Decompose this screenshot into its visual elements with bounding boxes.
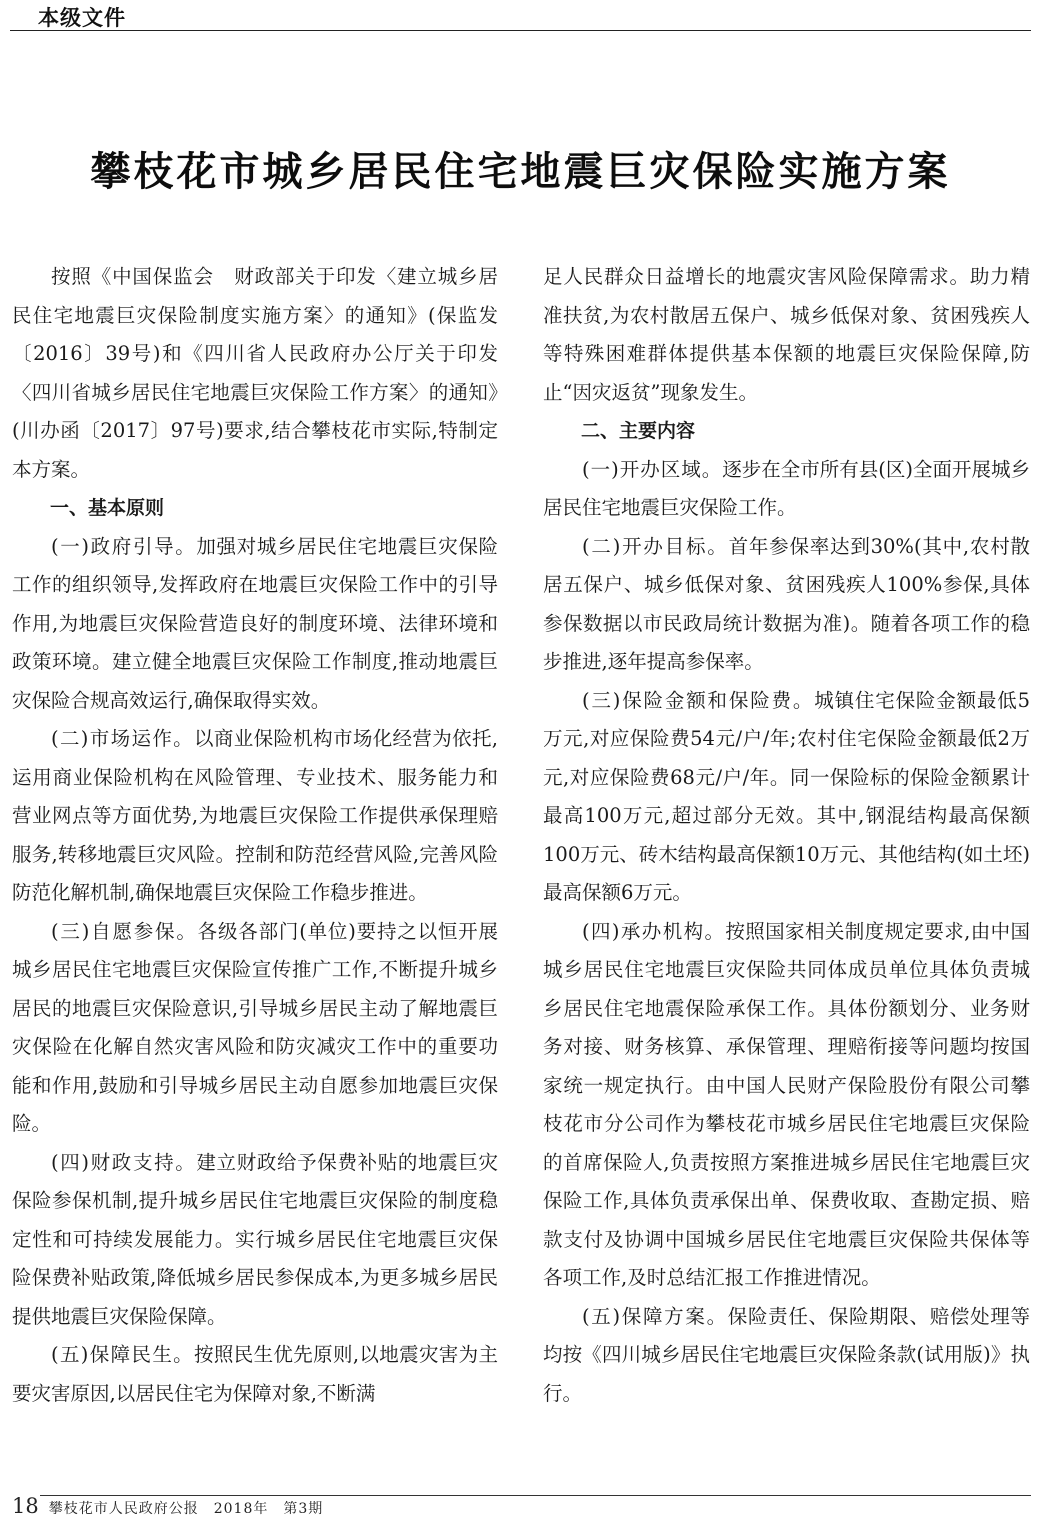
principle-text: 以商业保险机构市场化经营为依托,运用商业保险机构在风险管理、专业技术、服务能力和营业网点等方面优势,为地震巨灾保险工作提供承保理赔服务,转移地震巨灾风险。控制和防范经营风险,完善风险防范化解机制,确保地震巨灾保险工作稳步推进。 <box>12 727 498 904</box>
page-footer <box>12 1494 323 1518</box>
left-column <box>12 258 498 1413</box>
intro-paragraph: 按照《中国保监会 财政部关于印发〈建立城乡居民住宅地震巨灾保险制度实施方案〉的通知》(保监发〔2016〕39号)和《四川省人民政府办公厅关于印发〈四川省城乡居民住宅地震巨灾保险工作方案〉的通知》(川办函〔2017〕97号)要求,结合攀枝花市实际,特制定本方案。 <box>12 265 498 481</box>
section-label: 本级文件 <box>38 6 126 30</box>
content-paragraph <box>543 682 1030 913</box>
content-text: 首年参保率达到30%(其中,农村散居五保户、城乡低保对象、贫困残疾人100%参保,具体参保数据以市民政局统计数据为准)。随着各项工作的稳步推进,逐年提高参保率。 <box>543 534 1031 673</box>
principle-paragraph <box>12 913 498 1144</box>
content-paragraph <box>543 1298 1030 1414</box>
principle-paragraph <box>12 528 498 721</box>
content-text: 逐步在全市所有县(区)全面开展城乡居民住宅地震巨灾保险工作。 <box>543 457 1031 519</box>
content-title: (五)保障方案。 <box>582 1304 728 1328</box>
page-number: 18 <box>12 1494 39 1518</box>
principle-paragraph <box>12 720 498 913</box>
content-paragraph <box>543 913 1030 1298</box>
content-title: (三)保险金额和保险费。 <box>582 688 815 712</box>
content-title: (四)承办机构。 <box>582 919 726 943</box>
principle-title: (五)保障民生。 <box>51 1343 195 1366</box>
continuation-paragraph: 足人民群众日益增长的地震灾害风险保障需求。助力精准扶贫,为农村散居五保户、城乡低保对象、贫困残疾人等特殊困难群体提供基本保额的地震巨灾保险保障,防止“因灾返贫”现象发生。 <box>543 265 1030 404</box>
content-text: 按照国家相关制度规定要求,由中国城乡居民住宅地震巨灾保险共同体成员单位具体负责城乡居民住宅地震保险承保工作。具体份额划分、业务财务对接、财务核算、承保管理、理赔衔接等问题均按国家统一规定执行。由中国人民财产保险股份有限公司攀枝花市分公司作为攀枝花市城乡居民住宅地震巨灾保险的首席保险人,负责按照方案推进城乡居民住宅地震巨灾保险工作,具体负责承保出单、保费收取、查勘定损、赔款支付及协调中国城乡居民住宅地震巨灾保险共保体等各项工作,及时总结汇报工作推进情况。 <box>543 919 1030 1289</box>
principle-paragraph <box>12 1336 498 1413</box>
principle-text: 按照民生优先原则,以地震灾害为主要灾害原因,以居民住宅为保障对象,不断满 <box>12 1343 498 1405</box>
document-title: 攀枝花市城乡居民住宅地震巨灾保险实施方案 <box>90 148 951 195</box>
header-divider <box>10 30 1031 31</box>
content-title: (一)开办区域。 <box>582 457 723 481</box>
principle-title: (四)财政支持。 <box>51 1150 197 1174</box>
right-column <box>543 258 1030 1413</box>
principle-text: 各级各部门(单位)要持之以恒开展城乡居民住宅地震巨灾保险宣传推广工作,不断提升城乡居民的地震巨灾保险意识,引导城乡居民主动了解地震巨灾保险在化解自然灾害风险和防灾减灾工作中的重要功能和作用,鼓励和引导城乡居民主动自愿参加地震巨灾保险。 <box>12 919 498 1135</box>
principle-title: (二)市场运作。 <box>51 727 195 750</box>
content-paragraph <box>543 451 1030 528</box>
content-paragraph <box>543 528 1030 682</box>
principle-paragraph <box>12 1144 498 1337</box>
content-text: 保险责任、保险期限、赔偿处理等均按《四川城乡居民住宅地震巨灾保险条款(试用版)》执行。 <box>543 1304 1030 1405</box>
content-text: 城镇住宅保险金额最低5万元,对应保险费54元/户/年;农村住宅保险金额最低2万元,对应保险费68元/户/年。同一保险标的保险金额累计最高100万元,超过部分无效。其中,钢混结构最高保额100万元、砖木结构最高保额10万元、其他结构(如土坯)最高保额6万元。 <box>543 688 1030 904</box>
content-title: (二)开办目标。 <box>582 534 729 558</box>
journal-info: 攀枝花市人民政府公报 2018年 第3期 <box>48 1501 324 1517</box>
principle-title: (一)政府引导。 <box>51 534 197 558</box>
section-heading-principles: 一、基本原则 <box>50 497 165 519</box>
principle-text: 加强对城乡居民住宅地震巨灾保险工作的组织领导,发挥政府在地震巨灾保险工作中的引导作用,为地震巨灾保险营造良好的制度环境、法律环境和政策环境。建立健全地震巨灾保险工作制度,推动地震巨灾保险合规高效运行,确保取得实效。 <box>12 534 498 712</box>
section-heading-content: 二、主要内容 <box>581 420 696 442</box>
principle-text: 建立财政给予保费补贴的地震巨灾保险参保机制,提升城乡居民住宅地震巨灾保险的制度稳定性和可持续发展能力。实行城乡居民住宅地震巨灾保险保费补贴政策,降低城乡居民参保成本,为更多城乡居民提供地震巨灾保险保障。 <box>12 1150 498 1328</box>
principle-title: (三)自愿参保。 <box>51 919 198 943</box>
